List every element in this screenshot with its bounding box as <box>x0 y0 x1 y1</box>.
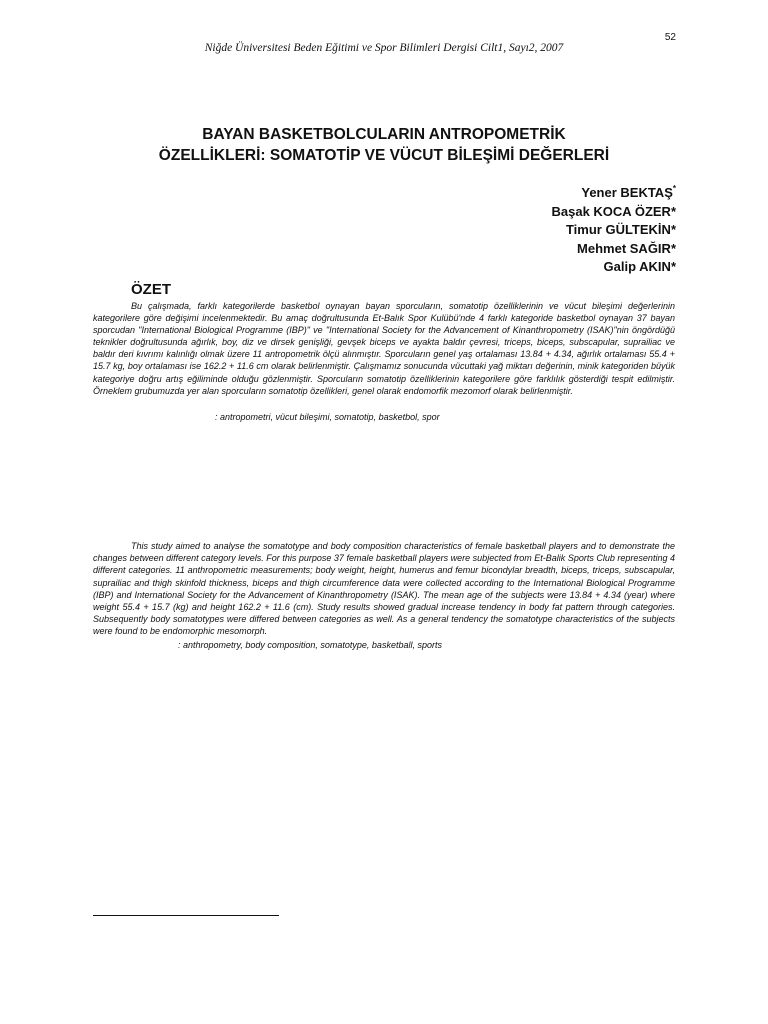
article-title-line-1: BAYAN BASKETBOLCULARIN ANTROPOMETRİK <box>202 126 566 143</box>
author-list <box>552 180 677 277</box>
author: Timur GÜLTEKİN* <box>565 222 676 238</box>
author-footnote-mark: * <box>672 184 676 193</box>
page-number: 52 <box>664 32 676 43</box>
ozet-keywords: : antropometri, vücut bileşimi, somatotip, basketbol, spor <box>215 412 440 422</box>
article-title <box>92 124 676 166</box>
author: Yener BEKTAŞ* <box>581 184 676 200</box>
ozet-heading: ÖZET <box>131 281 171 298</box>
author-footnote-mark: * <box>670 222 676 238</box>
footnote-separator <box>93 915 279 916</box>
author-footnote-mark: * <box>670 240 676 256</box>
author-footnote-mark: * <box>670 203 676 219</box>
running-header: Niğde Üniversitesi Beden Eğitimi ve Spor Bilimleri Dergisi Cilt1, Sayı2, 2007 <box>204 42 564 54</box>
abstract-paragraph: This study aimed to analyse the somatotype and body composition characteristics of female basketball players and to demonstrate the changes between different category levels. For this purpose 37 female basketball players were subjected from Et-Balik Sports Club representing 4 different categories. 11 anthropometric measurements; body weight, height, humerus and femur bicondylar breadth, biceps, triceps, subscapular, suprailiac and thigh skinfold thickness, biceps and thigh circumference data were collected according to the International Biological Programme (IBP) and International Society for the Advancement of Kinanthropometry (ISAK). The mean age of the subjects were 13.84 + 4.34 (year) where weight 55.4 + 15.7 (kg) and height 162.2 + 11.6 (cm). Study results showed gradual increase tendency in body fat pattern through categories. Subsequently body somatotypes were differed between categories as well. As a general tendency the somatotype characteristics of the subjects were found to be endomorphic mesomorph. <box>93 541 675 637</box>
author: Mehmet SAĞIR* <box>577 240 676 256</box>
ozet-paragraph: Bu çalışmada, farklı kategorilerde basketbol oynayan bayan sporcuların, somatotip özelliklerinin ve vücut bileşimi değerlerinin kategorilere göre değişimi incelenmektedir. Bu amaç doğrultusunda Et-Balık Spor Kulübü'nde 4 farklı kategoride basketbol oynayan 37 bayan sporcudan "International Biological Programme (IBP)" ve "International Society for the Advancement of Kinanthropometry (ISAK)"nin öngördüğü teknikler doğrultusunda ağırlık, boy, diz ve dirsek genişliği, gevşek biceps ve ayakta baldır çevresi, triceps, biceps, subscapular, suprailiac ve baldır deri kıvrımı kalınlığı olmak üzere 11 antropometrik ölçü alınmıştır. Sporcuların genel yaş ortalaması 13.84 + 4.34, ağırlık ortalaması 55.4 + 15.7 kg, boy ortalaması ise 162.2 + 11.6 cm olarak belirlenmiştir. Çalışmamız sonucunda vücuttaki yağ miktarı değerinin, minik kategoriden büyük kategoriye doğru artış eğiliminde olduğu gözlenmiştir. Sporcuların somatotip özelliklerinin kategorilere göre farklılık gösterdiği tespit edilmiştir. Örneklem grubumuzda yer alan sporcuların somatotip özellikleri, genel olarak endomorfik mezomorf olarak belirlenmiştir. <box>93 301 675 396</box>
author: Başak KOCA ÖZER* <box>551 203 676 219</box>
author: Galip AKIN* <box>603 259 676 275</box>
author-footnote-mark: * <box>670 259 676 275</box>
abstract-keywords: : anthropometry, body composition, somatotype, basketball, sports <box>178 640 442 650</box>
article-title-line-2: ÖZELLİKLERİ: SOMATOTİP VE VÜCUT BİLEŞİMİ DEĞERLERİ <box>158 147 610 164</box>
